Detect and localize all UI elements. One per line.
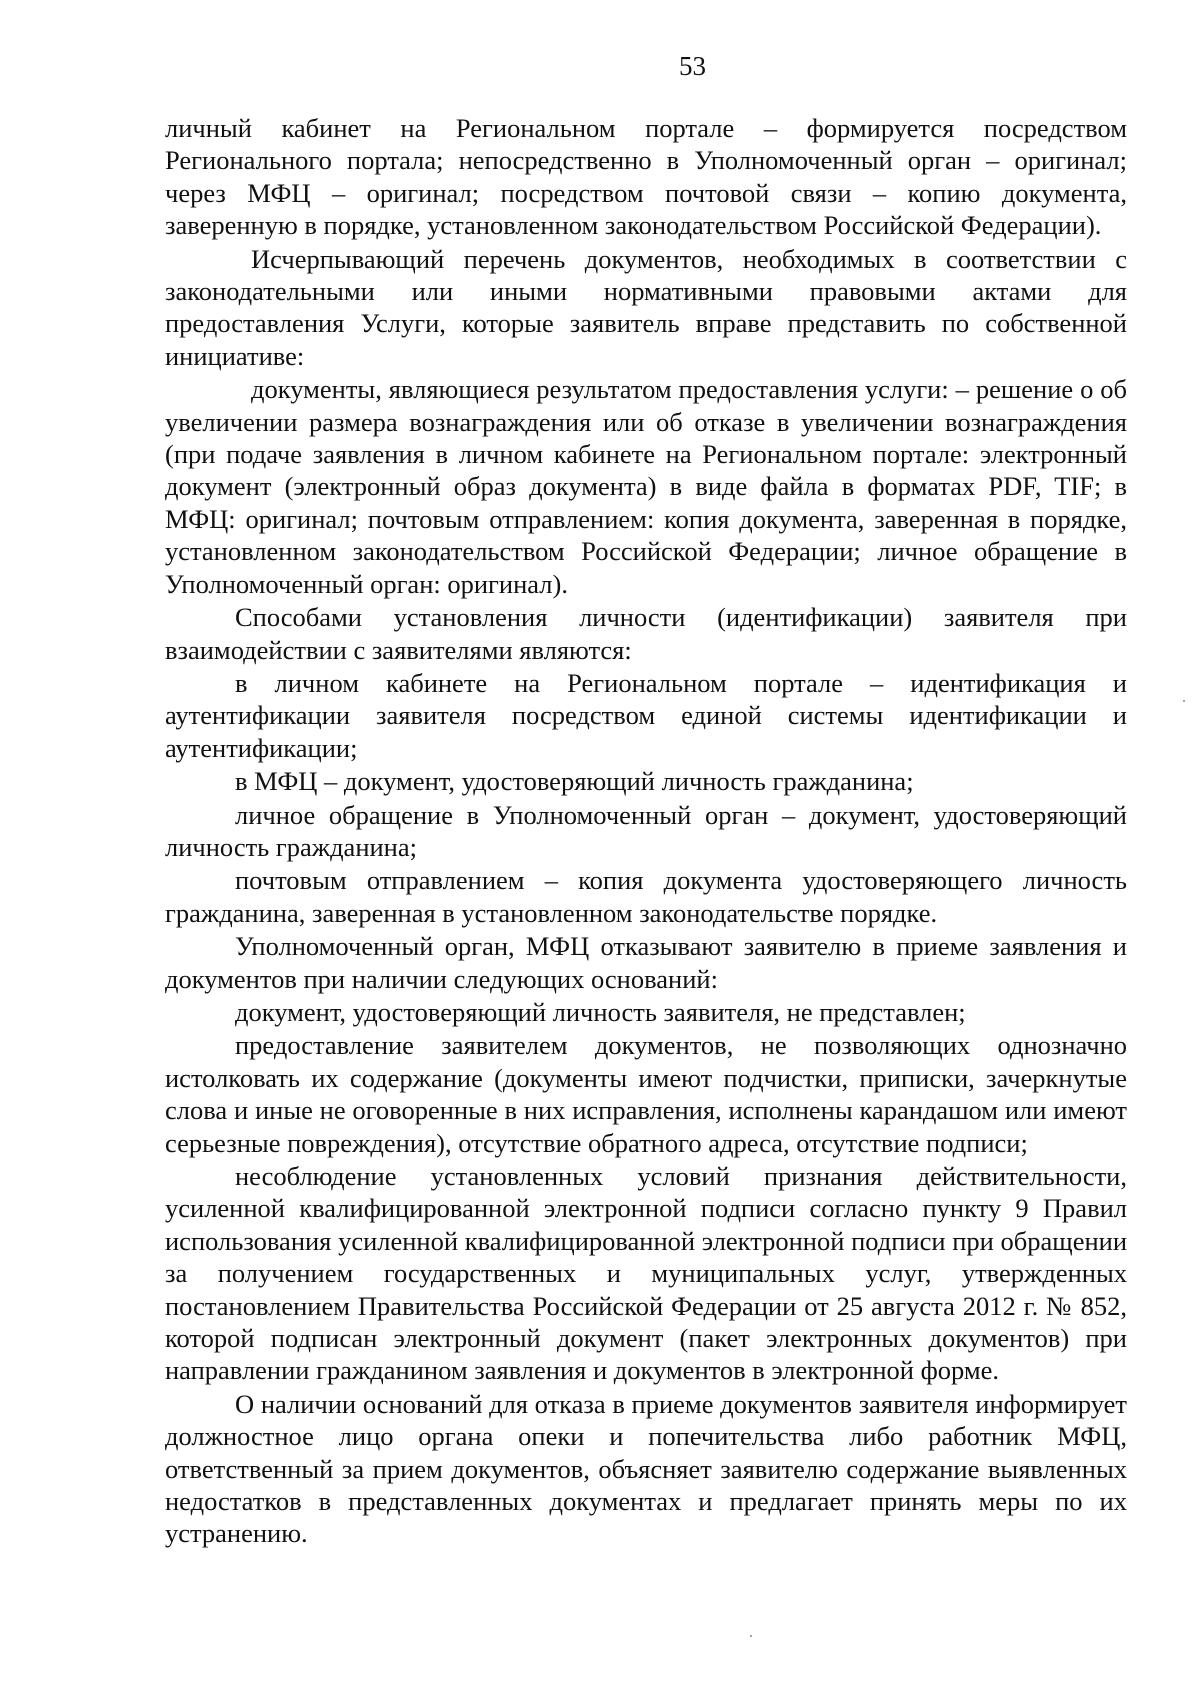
scan-speck xyxy=(750,1635,752,1637)
paragraph-no-id-document: документ, удостоверяющий личность заявителя, не представлен; xyxy=(235,996,966,1027)
paragraph-personal-visit: личное обращение в Уполномоченный орган – документ, удостоверяющий личность гражданина; xyxy=(165,799,1127,862)
paragraph-mfc: в МФЦ – документ, удостоверяющий личность гражданина; xyxy=(235,766,914,797)
paragraph-continuation: личный кабинет на Региональном портале – формируется посредством Регионального портала; непосредственно в Уполномоченный орган – оригинал; через МФЦ – оригинал; посредством почтовой связи – копию документа, заверенную в порядке, установленном законодательством Российской Федерации). xyxy=(165,113,1127,241)
scan-speck xyxy=(1183,700,1185,702)
page-number: 53 xyxy=(679,51,706,81)
paragraph-ambiguous-documents: предоставление заявителем документов, не позволяющих однозначно истолковать их содержание (документы имеют подчистки, приписки, зачеркнутые слова и иные не оговоренные в них исправления, исполнены карандашом или имеют серьезные повреждения), отсутствие обратного адреса, отсутствие подписи; xyxy=(165,1030,1127,1158)
paragraph-refusal-grounds: Уполномоченный орган, МФЦ отказывают заявителю в приеме заявления и документов при наличии следующих оснований: xyxy=(165,931,1127,994)
paragraph-regional-portal: в личном кабинете на Региональном портале – идентификация и аутентификации заявителя посредством единой системы идентификации и аутентификации; xyxy=(165,667,1127,763)
paragraph-result-documents: документы, являющиеся результатом предоставления услуги: – решение о об увеличении размера вознаграждения или об отказе в увеличении вознаграждения (при подаче заявления в личном кабинете на Региональном портале: электронный документ (электронный образ документа) в виде файла в форматах PDF, TIF; в МФЦ: оригинал; почтовым отправлением: копия документа, заверенная в порядке, установленном законодательством Российской Федерации; личное обращение в Уполномоченный орган: оригинал). xyxy=(165,374,1127,599)
paragraph-exhaustive-list: Исчерпывающий перечень документов, необходимых в соответствии с законодательными или иными нормативными правовыми актами для предоставления Услуги, которые заявитель вправе представить по собственной инициативе: xyxy=(165,243,1127,371)
paragraph-refusal-notification: О наличии оснований для отказа в приеме документов заявителя информирует должностное лицо органа опеки и попечительства либо работник МФЦ, ответственный за прием документов, объясняет заявителю содержание выявленных недостатков в представленных документах и предлагает принять меры по их устранению. xyxy=(165,1388,1127,1549)
paragraph-postal: почтовым отправлением – копия документа удостоверяющего личность гражданина, заверенная в установленном законодательстве порядке. xyxy=(165,865,1127,928)
paragraph-signature-noncompliance: несоблюдение установленных условий признания действительности, усиленной квалифицированной электронной подписи согласно пункту 9 Правил использования усиленной квалифицированной электронной подписи при обращении за получением государственных и муниципальных услуг, утвержденных постановлением Правительства Российской Федерации от 25 августа 2012 г. № 852, которой подписан электронный документ (пакет электронных документов) при направлении гражданином заявления и документов в электронной форме. xyxy=(165,1161,1127,1386)
body-text xyxy=(165,112,1127,1551)
paragraph-identification-methods: Способами установления личности (идентификации) заявителя при взаимодействии с заявителями являются: xyxy=(165,602,1127,665)
